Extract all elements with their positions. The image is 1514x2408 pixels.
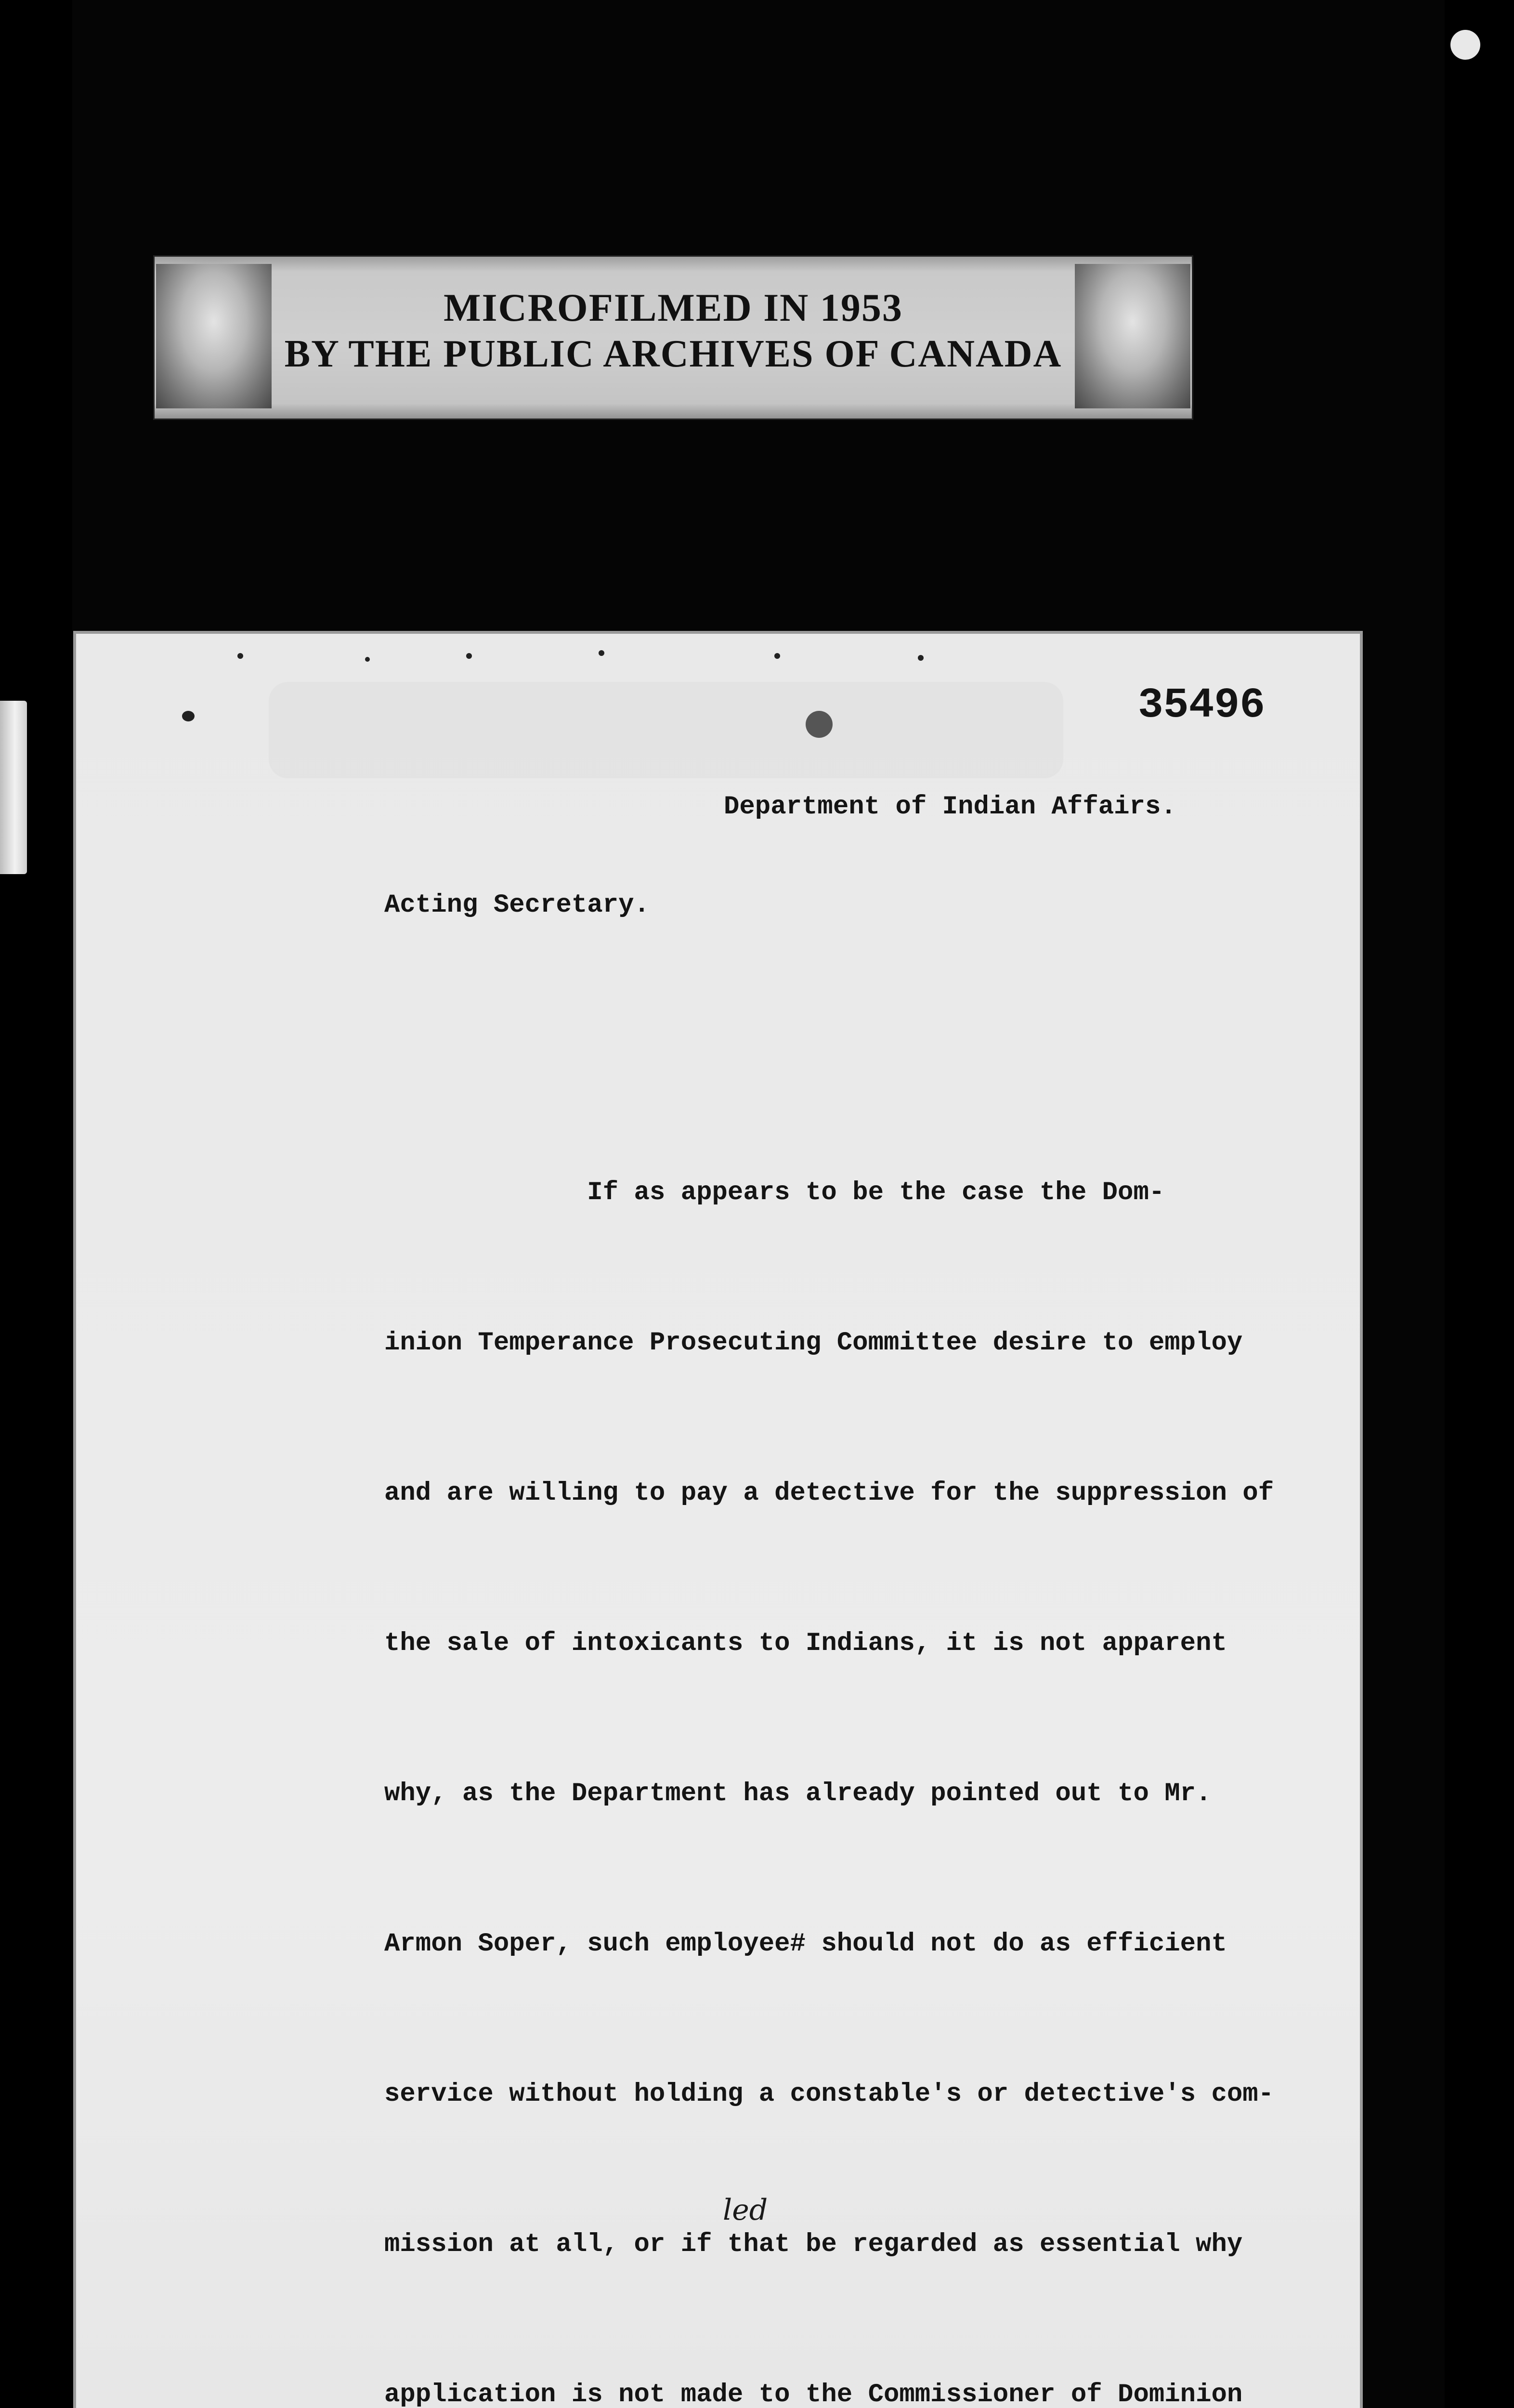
body-line: application is not made to the Commissioner of Dominion xyxy=(384,2380,1243,2408)
paper-speck xyxy=(237,653,243,659)
document-page xyxy=(76,634,1360,2408)
paper-speck xyxy=(774,653,780,659)
paper-speck xyxy=(466,653,472,659)
paper-blot xyxy=(806,711,833,738)
paper-edge-tab xyxy=(0,701,27,874)
body-line: and are willing to pay a detective for the suppression of xyxy=(384,1479,1274,1508)
addressee-line: Acting Secretary. xyxy=(384,890,650,920)
department-heading: Department of Indian Affairs. xyxy=(724,792,1176,822)
body-line: why, as the Department has already pointed out to Mr. xyxy=(384,1779,1212,1808)
body-line: the sale of intoxicants to Indians, it is not apparent xyxy=(384,1629,1227,1658)
body-line: If as appears to be the case the Dom- xyxy=(384,1178,1165,1207)
body-line: service without holding a constable's or detective's com- xyxy=(384,2080,1274,2109)
body-paragraph-group-1 xyxy=(384,1068,1290,2408)
body-line: inion Temperance Prosecuting Committee desire to employ xyxy=(384,1328,1243,1358)
paper-speck xyxy=(918,655,924,661)
letter-body xyxy=(384,968,1290,2408)
banner-line-2: BY THE PUBLIC ARCHIVES OF CANADA xyxy=(284,333,1062,375)
handwritten-insert: led xyxy=(723,2193,768,2227)
microfilm-banner xyxy=(153,255,1193,420)
body-line: mission at all, or if that be regarded as essential why xyxy=(384,2230,1243,2259)
paper-speck xyxy=(182,711,195,721)
banner-line-1: MICROFILMED IN 1953 xyxy=(444,286,903,329)
faded-stamp xyxy=(269,682,1063,778)
paper-speck xyxy=(365,657,370,662)
paper-speck xyxy=(599,650,604,656)
document-number: 35496 xyxy=(1138,682,1266,730)
body-line: Armon Soper, such employee# should not do as efficient xyxy=(384,1929,1227,1959)
film-punch-hole xyxy=(1450,30,1480,60)
